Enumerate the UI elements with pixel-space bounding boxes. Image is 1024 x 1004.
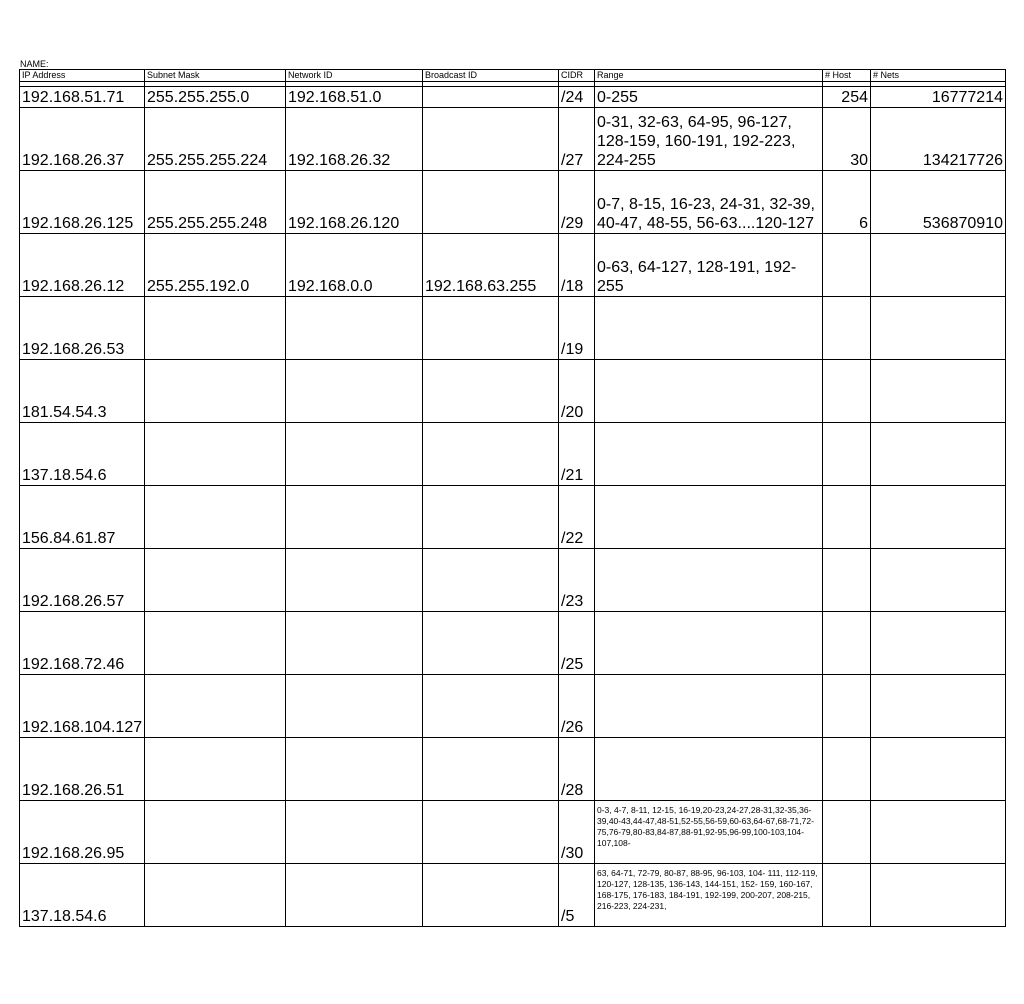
broadcast-id-cell: 192.168.63.255 [423, 234, 559, 297]
network-id-cell [286, 486, 423, 549]
nets-cell [871, 423, 1006, 486]
range-cell [595, 549, 823, 612]
cidr-cell: /5 [559, 864, 595, 927]
ip-address-cell: 192.168.72.46 [20, 612, 145, 675]
broadcast-id-cell [423, 738, 559, 801]
hosts-cell [823, 234, 871, 297]
cidr-cell: /25 [559, 612, 595, 675]
nets-cell [871, 738, 1006, 801]
nets-cell [871, 234, 1006, 297]
nets-cell: 16777214 [871, 87, 1006, 108]
header-cidr: CIDR [559, 70, 595, 82]
header-ip-address: IP Address [20, 70, 145, 82]
header-hosts: # Host [823, 70, 871, 82]
header-network-id: Network ID [286, 70, 423, 82]
nets-cell: 134217726 [871, 108, 1006, 171]
broadcast-id-cell [423, 801, 559, 864]
subnet-mask-cell [145, 486, 286, 549]
subnet-mask-cell: 255.255.255.0 [145, 87, 286, 108]
range-cell [595, 675, 823, 738]
broadcast-id-cell [423, 87, 559, 108]
subnet-mask-cell [145, 864, 286, 927]
table-row [20, 108, 1006, 171]
broadcast-id-cell [423, 297, 559, 360]
broadcast-id-cell [423, 612, 559, 675]
header-subnet-mask: Subnet Mask [145, 70, 286, 82]
range-cell: 0-63, 64-127, 128-191, 192-255 [595, 234, 823, 297]
network-id-cell [286, 612, 423, 675]
broadcast-id-cell [423, 108, 559, 171]
table-row [20, 297, 1006, 360]
network-id-cell: 192.168.26.32 [286, 108, 423, 171]
cidr-cell: /19 [559, 297, 595, 360]
network-id-cell: 192.168.26.120 [286, 171, 423, 234]
header-row [20, 70, 1006, 82]
table-row [20, 486, 1006, 549]
table-row [20, 423, 1006, 486]
subnet-mask-cell [145, 423, 286, 486]
hosts-cell: 6 [823, 171, 871, 234]
range-cell [595, 738, 823, 801]
ip-address-cell: 192.168.104.127 [20, 675, 145, 738]
nets-cell [871, 549, 1006, 612]
cidr-cell: /27 [559, 108, 595, 171]
table-row [20, 234, 1006, 297]
hosts-cell [823, 486, 871, 549]
hosts-cell [823, 675, 871, 738]
ip-address-cell: 192.168.26.57 [20, 549, 145, 612]
name-label: NAME: [20, 59, 49, 69]
subnet-mask-cell [145, 675, 286, 738]
table-row [20, 549, 1006, 612]
range-cell [595, 486, 823, 549]
range-cell: 0-31, 32-63, 64-95, 96-127, 128-159, 160-191, 192-223, 224-255 [595, 108, 823, 171]
network-id-cell [286, 549, 423, 612]
nets-cell [871, 675, 1006, 738]
subnet-mask-cell: 255.255.255.248 [145, 171, 286, 234]
network-id-cell [286, 360, 423, 423]
ip-address-cell: 192.168.26.12 [20, 234, 145, 297]
range-cell: 0-7, 8-15, 16-23, 24-31, 32-39, 40-47, 48-55, 56-63....120-127 [595, 171, 823, 234]
cidr-cell: /20 [559, 360, 595, 423]
hosts-cell: 30 [823, 108, 871, 171]
broadcast-id-cell [423, 675, 559, 738]
nets-cell [871, 801, 1006, 864]
subnet-mask-cell [145, 549, 286, 612]
hosts-cell: 254 [823, 87, 871, 108]
range-cell [595, 360, 823, 423]
ip-address-cell: 156.84.61.87 [20, 486, 145, 549]
hosts-cell [823, 423, 871, 486]
cidr-cell: /18 [559, 234, 595, 297]
ip-address-cell: 192.168.26.37 [20, 108, 145, 171]
cidr-cell: /29 [559, 171, 595, 234]
range-cell: 0-255 [595, 87, 823, 108]
subnet-mask-cell [145, 360, 286, 423]
cidr-cell: /22 [559, 486, 595, 549]
range-cell: 63, 64-71, 72-79, 80-87, 88-95, 96-103, 104- 111, 112-119, 120-127, 128-135, 136-143, 144-151, 152- 159, 160-167, 168-175, 176-183, 184-191, 192-199, 200-207, 208-215, 216-223, 224-231, [595, 864, 823, 927]
network-id-cell [286, 801, 423, 864]
cidr-cell: /30 [559, 801, 595, 864]
table-row [20, 801, 1006, 864]
ip-address-cell: 192.168.26.53 [20, 297, 145, 360]
hosts-cell [823, 801, 871, 864]
network-id-cell: 192.168.51.0 [286, 87, 423, 108]
ip-address-cell: 137.18.54.6 [20, 864, 145, 927]
subnet-mask-cell: 255.255.255.224 [145, 108, 286, 171]
cidr-cell: /23 [559, 549, 595, 612]
network-id-cell [286, 738, 423, 801]
broadcast-id-cell [423, 486, 559, 549]
cidr-cell: /21 [559, 423, 595, 486]
table-row [20, 87, 1006, 108]
table-row [20, 864, 1006, 927]
nets-cell [871, 612, 1006, 675]
hosts-cell [823, 864, 871, 927]
subnet-mask-cell [145, 801, 286, 864]
table-row [20, 738, 1006, 801]
table-row [20, 171, 1006, 234]
broadcast-id-cell [423, 864, 559, 927]
hosts-cell [823, 549, 871, 612]
nets-cell: 536870910 [871, 171, 1006, 234]
range-cell [595, 612, 823, 675]
table-row [20, 360, 1006, 423]
cidr-cell: /24 [559, 87, 595, 108]
nets-cell [871, 486, 1006, 549]
broadcast-id-cell [423, 360, 559, 423]
ip-address-cell: 192.168.26.125 [20, 171, 145, 234]
ip-address-cell: 192.168.26.95 [20, 801, 145, 864]
broadcast-id-cell [423, 549, 559, 612]
ip-address-cell: 137.18.54.6 [20, 423, 145, 486]
hosts-cell [823, 738, 871, 801]
header-broadcast-id: Broadcast ID [423, 70, 559, 82]
header-range: Range [595, 70, 823, 82]
subnet-mask-cell [145, 297, 286, 360]
hosts-cell [823, 360, 871, 423]
table-row [20, 612, 1006, 675]
subnet-mask-cell: 255.255.192.0 [145, 234, 286, 297]
subnet-mask-cell [145, 612, 286, 675]
table-row [20, 675, 1006, 738]
cidr-cell: /28 [559, 738, 595, 801]
subnet-table [19, 69, 1006, 927]
network-id-cell [286, 675, 423, 738]
ip-address-cell: 192.168.51.71 [20, 87, 145, 108]
header-nets: # Nets [871, 70, 1006, 82]
subnet-mask-cell [145, 738, 286, 801]
hosts-cell [823, 297, 871, 360]
cidr-cell: /26 [559, 675, 595, 738]
ip-address-cell: 181.54.54.3 [20, 360, 145, 423]
network-id-cell [286, 423, 423, 486]
range-cell [595, 297, 823, 360]
range-cell: 0-3, 4-7, 8-11, 12-15, 16-19,20-23,24-27,28-31,32-35,36-39,40-43,44-47,48-51,52-55,56-59,60-63,64-67,68-71,72-75,76-79,80-83,84-87,88-91,92-95,96-99,100-103,104-107,108- [595, 801, 823, 864]
range-cell [595, 423, 823, 486]
broadcast-id-cell [423, 171, 559, 234]
nets-cell [871, 864, 1006, 927]
network-id-cell: 192.168.0.0 [286, 234, 423, 297]
nets-cell [871, 360, 1006, 423]
ip-address-cell: 192.168.26.51 [20, 738, 145, 801]
hosts-cell [823, 612, 871, 675]
nets-cell [871, 297, 1006, 360]
network-id-cell [286, 297, 423, 360]
broadcast-id-cell [423, 423, 559, 486]
network-id-cell [286, 864, 423, 927]
